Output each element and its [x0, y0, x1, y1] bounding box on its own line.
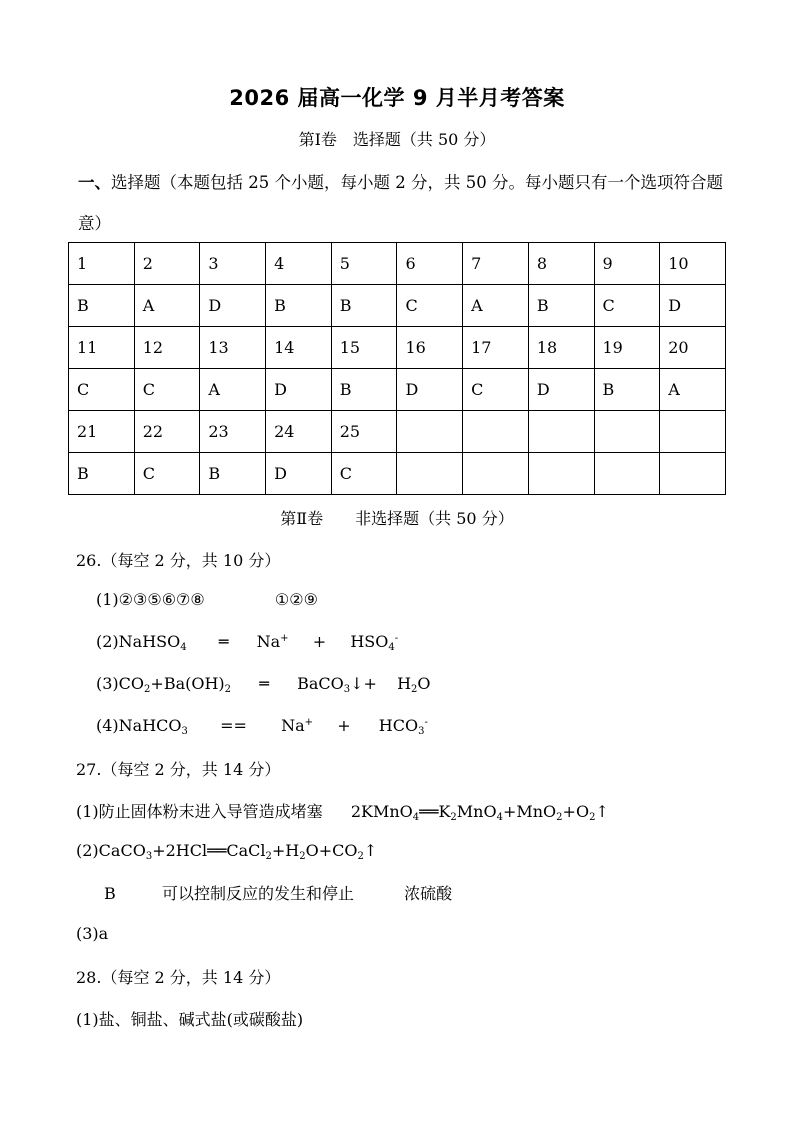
question-number-cell: 9	[594, 243, 660, 285]
q27-a2b-choice: B	[104, 884, 116, 903]
question-number-cell: 22	[134, 411, 200, 453]
formula-text: (2)CaCO	[76, 841, 146, 860]
answer-cell: C	[463, 369, 529, 411]
equals-sign: ═	[218, 632, 229, 651]
part1-heading: 第Ⅰ卷 选择题（共 50 分）	[298, 130, 496, 149]
question-number-cell	[660, 411, 726, 453]
formula-text: Na	[256, 632, 281, 651]
subscript: 4	[180, 642, 187, 653]
subscript: 3	[418, 726, 425, 737]
answer-table	[68, 242, 726, 495]
formula-text: BaCO	[297, 674, 344, 693]
question-number-cell: 10	[660, 243, 726, 285]
superscript: -	[394, 633, 399, 644]
answer-cell: B	[331, 285, 397, 327]
formula-text: (2)NaHSO	[96, 632, 181, 651]
answer-cell: D	[528, 369, 594, 411]
formula-text: O+CO	[305, 841, 358, 860]
table-row	[69, 369, 726, 411]
q26-answer-1	[96, 590, 318, 609]
q27-a1-text: (1)防止固体粉末进入导管造成堵塞	[76, 802, 323, 821]
q27-answer-3: (3)a	[76, 924, 109, 943]
formula-text: +MnO	[502, 802, 557, 821]
answer-cell: C	[331, 453, 397, 495]
answer-cell: D	[266, 453, 332, 495]
question-number-cell: 25	[331, 411, 397, 453]
document-title: 2026 届高一化学 9 月半月考答案	[229, 86, 565, 110]
q27-answer-2	[76, 841, 377, 862]
gas-arrow: ↑	[363, 841, 378, 860]
question-number-cell: 14	[266, 327, 332, 369]
question-number-cell: 4	[266, 243, 332, 285]
question-number-cell	[528, 411, 594, 453]
subscript: 2	[556, 812, 563, 823]
question-number-cell: 5	[331, 243, 397, 285]
question-number-cell: 17	[463, 327, 529, 369]
instruction-prefix: 一、	[78, 173, 111, 192]
formula-text: ══K	[419, 802, 451, 821]
subscript: 2	[144, 684, 151, 695]
subscript: 3	[145, 851, 153, 862]
formula-text: (3)CO	[96, 674, 145, 693]
equals-sign: ═	[259, 674, 269, 693]
q26-answer-2	[96, 632, 398, 653]
instruction-text: 选择题（本题包括 25 个小题，每小题 2 分，共 50 分。每小题只有一个选项符合题意）	[78, 173, 723, 233]
question-number-cell: 1	[69, 243, 135, 285]
formula-text: +Ba(OH)	[150, 674, 225, 693]
question-number-cell: 8	[528, 243, 594, 285]
question-number-cell: 16	[397, 327, 463, 369]
question-number-cell	[594, 411, 660, 453]
answer-cell	[397, 453, 463, 495]
q27-a2b-reagent: 浓硫酸	[404, 884, 453, 903]
formula-text: H	[397, 674, 412, 693]
answer-cell: C	[397, 285, 463, 327]
q26-answer-3	[96, 674, 431, 695]
answer-cell: D	[660, 285, 726, 327]
q26-a1-label: (1)②③⑤⑥⑦⑧	[96, 590, 205, 609]
answer-cell: C	[69, 369, 135, 411]
answer-cell: D	[200, 285, 266, 327]
answer-cell: B	[69, 285, 135, 327]
subscript: 2	[589, 812, 596, 823]
answer-cell: D	[266, 369, 332, 411]
question-number-cell: 3	[200, 243, 266, 285]
plus-sign: +	[337, 716, 351, 735]
subscript: 2	[357, 851, 364, 862]
formula-text: Na	[281, 716, 305, 735]
formula-text: +2HCl══CaCl	[152, 841, 266, 860]
q28-heading: 28.（每空 2 分，共 14 分）	[76, 968, 281, 987]
subscript: 2	[224, 684, 232, 695]
formula-text: 2KMnO	[350, 802, 413, 821]
formula-text: MnO	[456, 802, 497, 821]
question-number-cell: 6	[397, 243, 463, 285]
q26-heading: 26.（每空 2 分，共 10 分）	[76, 551, 281, 570]
question-number-cell: 12	[134, 327, 200, 369]
q27-heading: 27.（每空 2 分，共 14 分）	[76, 760, 281, 779]
question-number-cell: 19	[594, 327, 660, 369]
subscript: 2	[265, 851, 272, 862]
q28-answer-1: (1)盐、铜盐、碱式盐(或碳酸盐)	[76, 1010, 304, 1029]
q26-answer-4	[96, 716, 428, 737]
subscript: 3	[343, 684, 351, 695]
answer-cell: B	[69, 453, 135, 495]
question-number-cell: 11	[69, 327, 135, 369]
answer-cell: A	[134, 285, 200, 327]
superscript: +	[280, 633, 289, 644]
answer-cell: A	[660, 369, 726, 411]
question-number-cell: 24	[266, 411, 332, 453]
answer-cell: B	[266, 285, 332, 327]
table-row	[69, 243, 726, 285]
question-number-cell: 15	[331, 327, 397, 369]
table-row	[69, 285, 726, 327]
question-number-cell: 2	[134, 243, 200, 285]
subscript: 4	[388, 642, 395, 653]
question-number-cell: 13	[200, 327, 266, 369]
answer-cell: D	[397, 369, 463, 411]
q27-a2b-reason: 可以控制反应的发生和停止	[161, 884, 354, 903]
gas-arrow: ↑	[595, 802, 609, 821]
answer-cell: B	[594, 369, 660, 411]
subscript: 2	[299, 851, 306, 862]
formula-text: HSO	[350, 632, 389, 651]
formula-text: O	[417, 674, 431, 693]
formula-text: HCO	[378, 716, 419, 735]
precipitate-arrow: ↓+	[350, 674, 377, 693]
equals-sign: ==	[220, 716, 247, 735]
question-number-cell: 18	[528, 327, 594, 369]
superscript: +	[304, 717, 314, 728]
answer-cell	[594, 453, 660, 495]
table-row	[69, 411, 726, 453]
answer-cell: A	[200, 369, 266, 411]
formula-text: +H	[271, 841, 300, 860]
part1-instruction	[78, 162, 728, 244]
question-number-cell: 7	[463, 243, 529, 285]
answer-cell	[660, 453, 726, 495]
answer-cell: C	[134, 369, 200, 411]
formula-text: (4)NaHCO	[96, 716, 182, 735]
answer-cell	[463, 453, 529, 495]
subscript: 2	[411, 684, 418, 695]
part2-heading: 第Ⅱ卷 非选择题（共 50 分）	[280, 509, 514, 528]
table-row	[69, 453, 726, 495]
question-number-cell	[397, 411, 463, 453]
answer-cell: B	[528, 285, 594, 327]
superscript: -	[424, 717, 428, 728]
q27-answer-1	[76, 799, 609, 823]
subscript: 4	[412, 812, 420, 823]
question-number-cell: 21	[69, 411, 135, 453]
subscript: 2	[450, 812, 457, 823]
formula-text: +O	[562, 802, 590, 821]
answer-cell: B	[331, 369, 397, 411]
table-row	[69, 327, 726, 369]
subscript: 4	[496, 812, 503, 823]
subscript: 3	[181, 726, 188, 737]
plus-sign: +	[312, 632, 327, 651]
q27-answer-2b	[104, 881, 452, 904]
answer-cell: C	[134, 453, 200, 495]
question-number-cell: 20	[660, 327, 726, 369]
answer-cell: B	[200, 453, 266, 495]
answer-cell: C	[594, 285, 660, 327]
q26-a1-b: ①②⑨	[274, 590, 318, 609]
answer-cell	[528, 453, 594, 495]
question-number-cell	[463, 411, 529, 453]
question-number-cell: 23	[200, 411, 266, 453]
answer-cell: A	[463, 285, 529, 327]
